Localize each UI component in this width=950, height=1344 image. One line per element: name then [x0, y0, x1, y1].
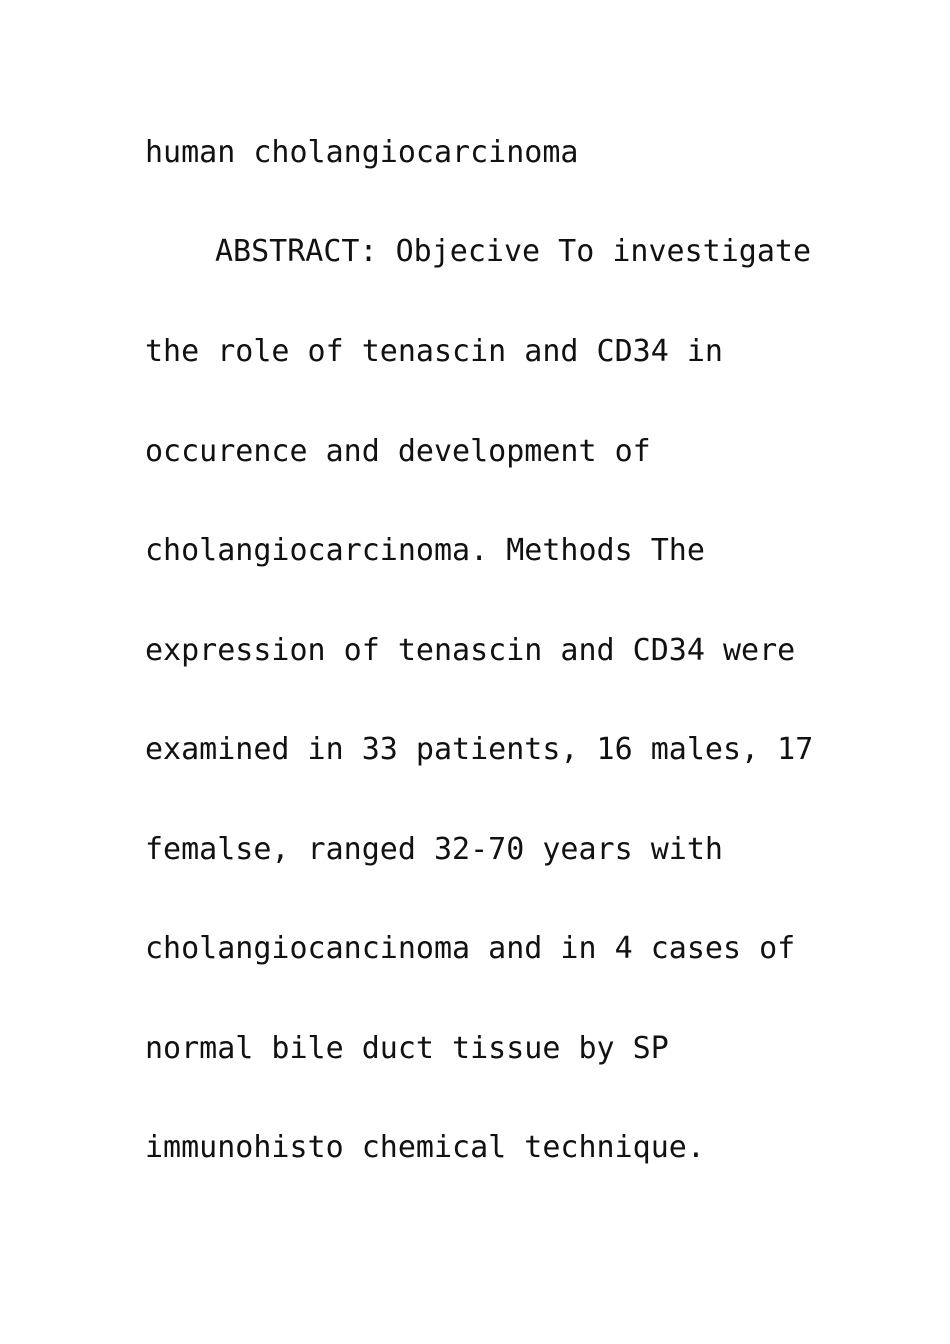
abstract-line: the role of tenascin and CD34 in [145, 334, 723, 369]
title-continuation: human cholangiocarcinoma [145, 135, 579, 170]
abstract-line: normal bile duct tissue by SP [145, 1031, 669, 1066]
abstract-line: immunohisto chemical technique. [145, 1130, 705, 1165]
abstract-line: cholangiocancinoma and in 4 cases of [145, 931, 796, 966]
abstract-line: femalse, ranged 32-70 years with [145, 832, 723, 867]
abstract-line: cholangiocarcinoma. Methods The [145, 533, 705, 568]
abstract-line: occurence and development of [145, 434, 651, 469]
abstract-line: expression of tenascin and CD34 were [145, 633, 796, 668]
abstract-line: ABSTRACT: Objecive To investigate [215, 234, 812, 269]
abstract-line: examined in 33 patients, 16 males, 17 [145, 732, 814, 767]
